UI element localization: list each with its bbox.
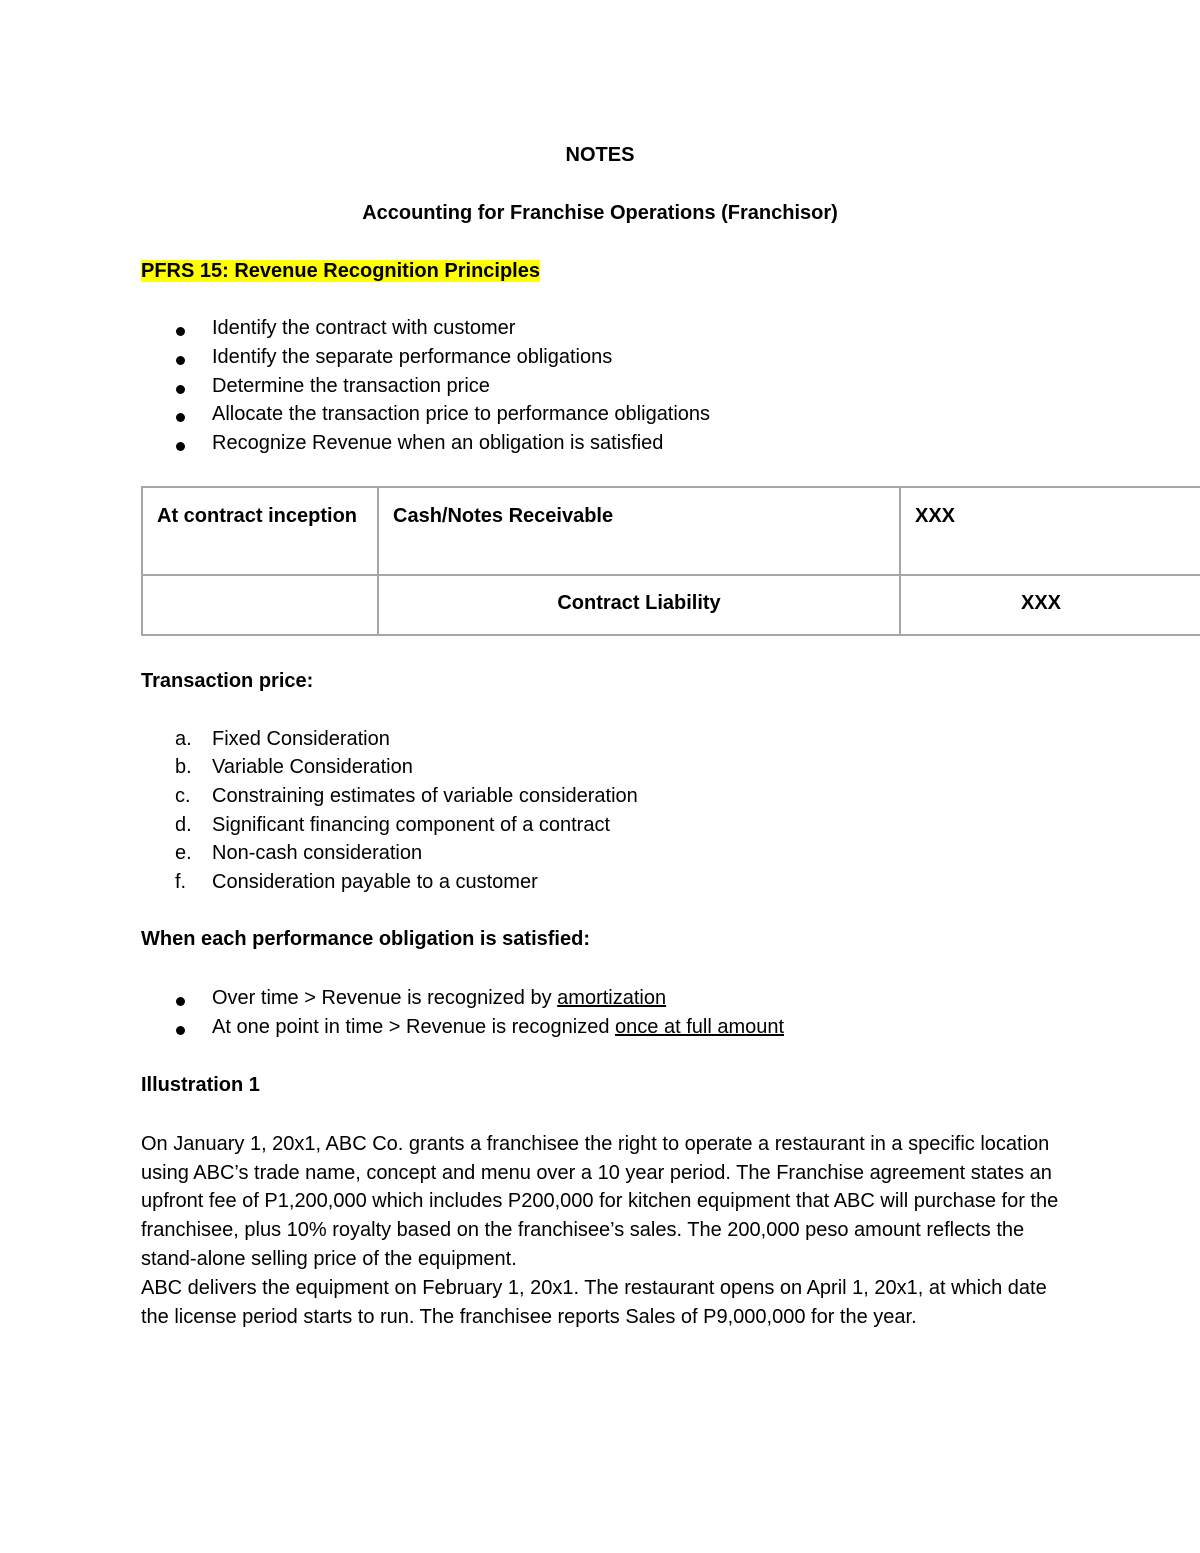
bullet-icon: [176, 385, 185, 394]
list-item-text: Recognize Revenue when an obligation is satisfied: [212, 432, 664, 454]
list-marker: d.: [175, 814, 192, 836]
list-marker: a.: [175, 728, 192, 750]
illustration-paragraph-2: ABC delivers the equipment on February 1, 20x1. The restaurant opens on April 1, 20x1, at which date the license period starts to run. The franchisee reports Sales of P9,000,000 for the year.: [141, 1277, 1047, 1328]
list-marker: f.: [175, 871, 187, 893]
credit-amount: XXX: [1021, 592, 1062, 614]
bullet-icon: [176, 442, 185, 451]
list-item-text: Fixed Consideration: [212, 728, 390, 750]
list-item-text: Determine the transaction price: [212, 375, 490, 397]
document-subtitle: Accounting for Franchise Operations (Franchisor): [362, 202, 838, 224]
list-item-text: Identify the separate performance obligations: [212, 346, 613, 368]
bullet-icon: [176, 413, 185, 422]
list-marker: e.: [175, 842, 192, 864]
list-item-text: Non-cash consideration: [212, 842, 423, 864]
item-prefix: At one point in time > Revenue is recognized: [212, 1016, 616, 1038]
list-item-text: Constraining estimates of variable consideration: [212, 785, 638, 807]
bullet-icon: [176, 1026, 185, 1035]
satisfied-heading: When each performance obligation is satisfied:: [141, 928, 590, 950]
bullet-icon: [176, 327, 185, 336]
underlined-term: amortization: [557, 987, 667, 1009]
underlined-term: once at full amount: [615, 1016, 785, 1038]
bullet-icon: [176, 997, 185, 1006]
table-cell: [900, 575, 1200, 635]
list-item-text: [212, 987, 666, 1010]
debit-account: Cash/Notes Receivable: [393, 505, 614, 527]
entry-label: At contract inception: [157, 505, 358, 527]
section-title: [141, 260, 540, 283]
table-cell: [142, 487, 378, 575]
list-item-text: Identify the contract with customer: [212, 317, 516, 339]
table-row: [142, 575, 1200, 635]
list-item-text: Significant financing component of a contract: [212, 814, 611, 836]
section-title-highlight: PFRS 15: Revenue Recognition Principles: [141, 260, 540, 282]
table-cell: [378, 575, 900, 635]
page-heading: NOTES: [565, 144, 635, 166]
entry-label: [143, 576, 377, 593]
list-marker: c.: [175, 785, 191, 807]
transaction-price-heading: Transaction price:: [141, 670, 314, 692]
table-cell: [900, 487, 1200, 575]
item-prefix: Over time > Revenue is recognized by: [212, 987, 558, 1009]
list-item-text: [212, 1016, 784, 1039]
bullet-icon: [176, 356, 185, 365]
table-cell: [142, 575, 378, 635]
illustration-paragraph-1: On January 1, 20x1, ABC Co. grants a franchisee the right to operate a restaurant in a specific location using ABC’s trade name, concept and menu over a 10 year period. The Franchise agreement states an upfront fee of P1,200,000 which includes P200,000 for kitchen equipment that ABC will purchase for the franchisee, plus 10% royalty based on the franchisee’s sales. The 200,000 peso amount reflects the stand-alone selling price of the equipment.: [141, 1133, 1059, 1270]
table-cell: [378, 487, 900, 575]
illustration-heading: Illustration 1: [141, 1074, 260, 1096]
debit-amount: XXX: [915, 505, 956, 527]
table-row: [142, 487, 1200, 575]
journal-entry-table: [141, 486, 1200, 636]
list-item-text: Consideration payable to a customer: [212, 871, 538, 893]
credit-account: Contract Liability: [557, 592, 721, 614]
list-item-text: Allocate the transaction price to performance obligations: [212, 403, 711, 425]
list-item-text: Variable Consideration: [212, 756, 413, 778]
list-marker: b.: [175, 756, 192, 778]
